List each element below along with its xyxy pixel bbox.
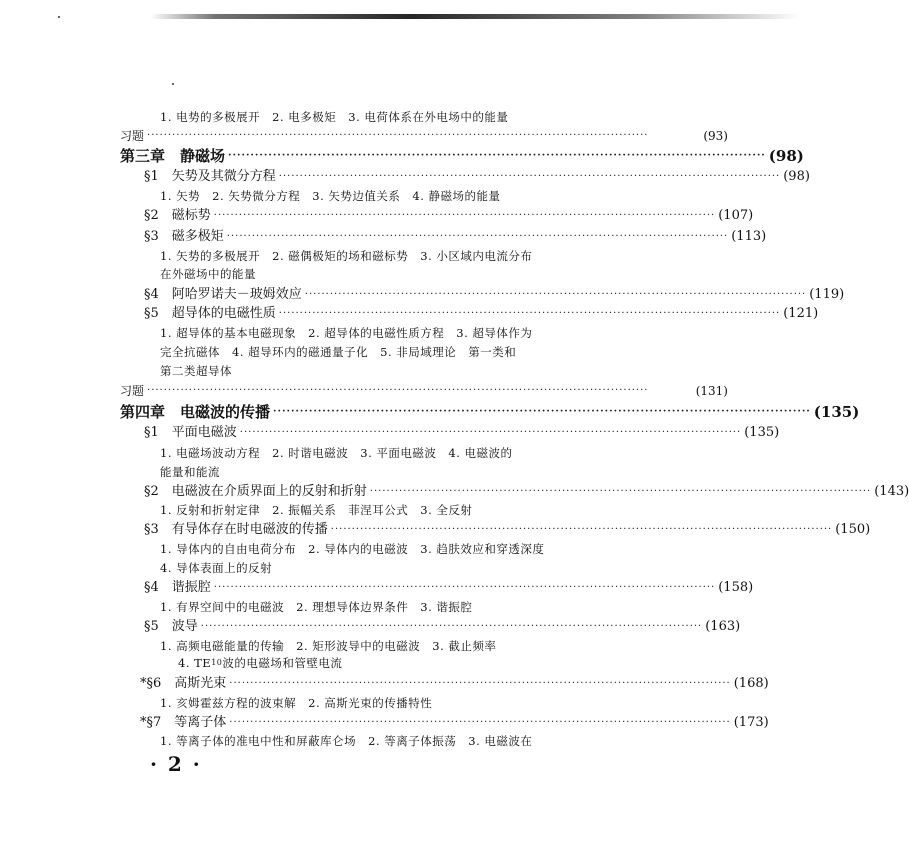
toc-subtopics [160, 597, 472, 617]
toc-section-entry [144, 227, 767, 247]
section-title: §3 有导体存在时电磁波的传播 [144, 522, 328, 537]
subtopics-text: 1. 有界空间中的电磁波 2. 理想导体边界条件 3. 谐振腔 [160, 600, 473, 614]
toc-subtopics [160, 500, 472, 520]
toc-chapter-entry [120, 146, 804, 166]
dot-leader: ························································································································ [200, 621, 703, 632]
toc-subtopics [160, 107, 508, 127]
section-title: §4 阿哈罗诺夫－玻姆效应 [144, 287, 302, 302]
toc-subtopics [160, 323, 532, 343]
page-ref: (119) [809, 287, 845, 302]
toc-subtopics [160, 539, 544, 559]
toc-subtopics [160, 186, 501, 206]
dot-leader: ························································································································ [239, 427, 742, 438]
section-title: §3 磁多极矩 [144, 229, 224, 244]
toc-subtopics [160, 342, 516, 362]
page-ref: (135) [744, 425, 780, 440]
subtopics-text: 1. 电磁场波动方程 2. 时谐电磁波 3. 平面电磁波 4. 电磁波的 [160, 446, 513, 460]
page-ref: (93) [703, 129, 728, 143]
toc-section-entry [144, 578, 754, 598]
subtopics-text: 1. 导体内的自由电荷分布 2. 导体内的电磁波 3. 趋肤效应和穿透深度 [160, 542, 545, 556]
toc-section-entry [144, 206, 754, 226]
dot-leader: ························································································································ [226, 231, 729, 242]
toc-section-entry [144, 167, 810, 187]
toc-subtopics [178, 653, 342, 673]
section-title: §2 磁标势 [144, 208, 211, 223]
toc-subtopics [160, 361, 232, 381]
page-ref: (121) [783, 306, 819, 321]
dot-leader: ························································································································ [369, 486, 872, 497]
page-ref: (135) [813, 403, 860, 421]
toc-section-entry [144, 617, 741, 637]
subtopics-text: 完全抗磁体 4. 超导环内的磁通量子化 5. 非局域理论 第一类和 [160, 345, 517, 359]
subtopics-text: 1. 矢势的多极展开 2. 磁偶极矩的场和磁标势 3. 小区域内电流分布 [160, 249, 533, 263]
toc-subtopics [160, 693, 432, 713]
page-ref: (98) [783, 169, 810, 184]
dot-leader: ························································································································ [278, 308, 781, 319]
exercise-title: 习题 [120, 384, 145, 398]
page-ref: (150) [835, 522, 871, 537]
section-title: *§6 高斯光束 [140, 676, 227, 691]
page-ref: (131) [695, 384, 728, 398]
subtopics-text: 4. 导体表面上的反射 [160, 561, 273, 575]
page-ref: (113) [731, 229, 767, 244]
subtopics-text: 在外磁场中的能量 [160, 267, 256, 281]
dot-leader: ························································································································ [229, 678, 731, 689]
scan-speck [58, 16, 60, 18]
dot-leader: ························································································································ [147, 130, 649, 141]
toc-exercise-entry [120, 381, 728, 401]
dot-leader: ························································································································ [213, 210, 716, 221]
dot-leader: ························································································································ [229, 717, 731, 728]
page-ref: (168) [733, 676, 769, 691]
subscript: 10 [211, 658, 223, 667]
section-title: §5 超导体的电磁性质 [144, 306, 276, 321]
section-title: §4 谐振腔 [144, 580, 211, 595]
toc-section-entry [140, 713, 769, 733]
dot-leader: ························································································································ [147, 385, 649, 396]
subtopics-text: 能量和能流 [160, 465, 220, 479]
scan-top-band [150, 14, 800, 19]
toc-subtopics [160, 443, 513, 463]
dot-leader: ························································································································ [228, 150, 766, 161]
section-title: §1 矢势及其微分方程 [144, 169, 276, 184]
subtopics-text: 1. 亥姆霍兹方程的波束解 2. 高斯光束的传播特性 [160, 696, 433, 710]
subtopics-text: 1. 高频电磁能量的传输 2. 矩形波导中的电磁波 3. 截止频率 [160, 639, 497, 653]
section-title: §5 波导 [144, 619, 198, 634]
dot-leader: ························································································································ [330, 524, 833, 535]
subtopics-text: 1. 等离子体的准电中性和屏蔽库仑场 2. 等离子体振荡 3. 电磁波在 [160, 734, 533, 748]
page-ref: (163) [705, 619, 741, 634]
toc-section-entry [144, 285, 845, 305]
chapter-title: 第四章 电磁波的传播 [120, 403, 271, 421]
toc-section-entry [140, 674, 769, 694]
toc-subtopics [160, 558, 272, 578]
toc-section-entry [144, 304, 819, 324]
page-ref: (143) [874, 484, 909, 499]
exercise-title: 习题 [120, 129, 145, 143]
toc-section-entry [144, 520, 871, 540]
toc-subtopics [160, 246, 532, 266]
subtopics-text: 第二类超导体 [160, 364, 232, 378]
section-title: §2 电磁波在介质界面上的反射和折射 [144, 484, 367, 499]
scan-speck [172, 83, 174, 85]
toc-subtopics [160, 264, 256, 284]
subtopics-text: 1. 电势的多极展开 2. 电多极矩 3. 电荷体系在外电场中的能量 [160, 110, 509, 124]
toc-chapter-entry [120, 402, 860, 422]
dot-leader: ························································································································ [213, 582, 716, 593]
subtopics-text: 1. 矢势 2. 矢势微分方程 3. 矢势边值关系 4. 静磁场的能量 [160, 189, 501, 203]
page-number: · 2 · [150, 752, 202, 776]
page-ref: (107) [718, 208, 754, 223]
subtopics-text-after: 波的电磁场和管壁电流 [222, 656, 343, 670]
page-ref: (173) [733, 715, 769, 730]
subtopics-text: 1. 反射和折射定律 2. 振幅关系 菲涅耳公式 3. 全反射 [160, 503, 473, 517]
section-title: *§7 等离子体 [140, 715, 227, 730]
dot-leader: ························································································································ [278, 171, 781, 182]
dot-leader: ························································································································ [273, 406, 811, 417]
toc-section-entry [144, 482, 909, 502]
page-ref: (98) [768, 147, 804, 165]
page-ref: (158) [718, 580, 754, 595]
toc-exercise-entry [120, 126, 728, 146]
section-title: §1 平面电磁波 [144, 425, 237, 440]
toc-subtopics [160, 731, 532, 751]
subtopics-text: 4. TE [178, 656, 212, 670]
toc-section-entry [144, 423, 780, 443]
toc-subtopics [160, 462, 220, 482]
dot-leader: ························································································································ [304, 289, 807, 300]
subtopics-text: 1. 超导体的基本电磁现象 2. 超导体的电磁性质方程 3. 超导体作为 [160, 326, 533, 340]
chapter-title: 第三章 静磁场 [120, 147, 226, 165]
